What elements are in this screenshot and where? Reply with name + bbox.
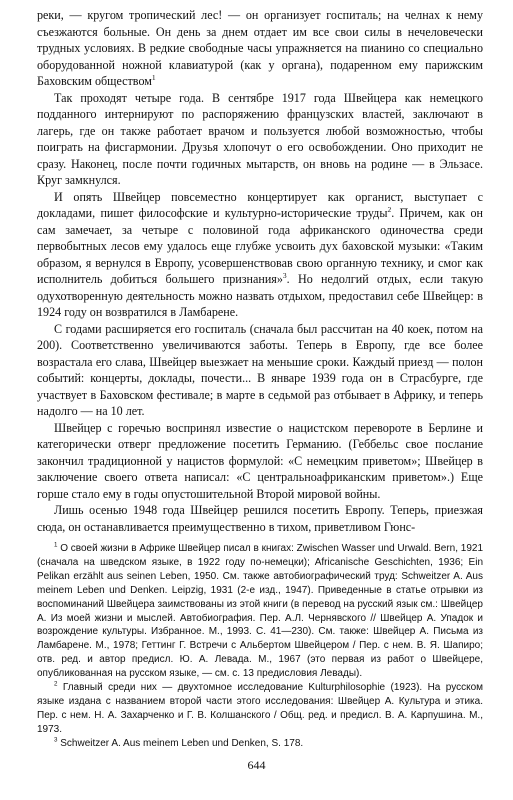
paragraph — [37, 7, 483, 90]
main-text — [37, 7, 483, 535]
footnote — [37, 542, 483, 681]
footnote-ref: 2 — [387, 204, 392, 214]
footnote-mark: 2 — [54, 680, 58, 688]
paragraph-text: Лишь осенью 1948 года Швейцер решился посетить Европу. Теперь, приезжая сюда, он останавливается преимущественно в тихом, приветливом Гюнс- — [37, 503, 483, 534]
paragraph — [37, 420, 483, 503]
paragraph-text: Так проходят четыре года. В сентябре 1917 года Швейцера как немецкого подданного интернируют по распоряжению французских властей, заключают в лагерь, где он также работает врачом и пользуется любой возможностью, чтобы поиграть на фисгармонии. Друзья хлопочут о его освобождении. Оно приходит не сразу. Наконец, после почти годичных мытарств, он вновь на родине — в Эльзасе. Круг замкнулся. — [37, 90, 483, 187]
page-number: 644 — [247, 758, 266, 772]
footnote-mark: 1 — [54, 541, 58, 549]
footnote-ref: 3 — [282, 270, 287, 280]
footnote-ref: 1 — [151, 72, 156, 82]
footnote-text: Schweitzer A. Aus meinem Leben und Denken, S. 178. — [60, 737, 304, 749]
paragraph-text: реки, — кругом тропический лес! — он организует госпиталь; на челнах к нему съезжаются больные. Он день за днем отдает им все свои силы в нечеловечески трудных условиях. В редкие свободные часы упражняется на пианино со специально оборудованной ножной клавиатурой (как у органа), подаренном ему парижским Баховским обществом — [37, 8, 483, 88]
footnote-text: О своей жизни в Африке Швейцер писал в книгах: Zwischen Wasser und Urwald. Bern, 1921 (сначала на шведском языке, в 1922 году по-немецки); Africanische Geschichten, 1936; Ein Pelikan erzählt aus seinen Leben, 1950. См. также автобиографический труд: Schweitzer A. Aus meinem Leben und Denken. Leipzig, 1931 (2-е изд., 1947). Приведенные в статье отрывки из воспоминаний Швейцера заимствованы из этой книги (в перевод на русский язык см.: Швейцер А. Из моей жизни и мыслей. Автобиография. Пер. А.Л. Чернявского // Швейцер А. Упадок и возрождение культуры. Избранное. М., 1993. С. 41—230). См. также: Швейцер А. Письма из Ламбарене. М., 1978; Геттинг Г. Встречи с Альбертом Швейцером / Пер. с нем. В. Я. Шапиро; отв. ред. и автор предисл. Ю. А. Левада. М., 1967 (это первая из работ о Швейцере, опубликованная на русском языке, — см. с. 13 предисловия Левады). — [37, 543, 484, 680]
paragraph — [37, 502, 483, 535]
paragraph — [37, 90, 483, 189]
footnote — [37, 737, 483, 751]
paragraph-text: . Но недолгий отдых, если такую одухотворенную деятельность можно назвать отдыхом, предоставил себе Швейцер: в 1924 году он возвратился в Ламбарене. — [37, 272, 483, 319]
paragraph-text: . Причем, как он сам замечает, за четыре с половиной года африканского одиночества среди первобытных лесов ему удалось еще глубже усвоить дух баховской музыки: «Таким образом, я вернулся в Европу, усовершенствовав свою органную технику, и смог как исполнитель добиться большего признания» — [37, 206, 483, 286]
paragraph-text: Швейцер с горечью воспринял известие о нацистском перевороте в Берлине и категорически отверг предложение посетить Германию. (Геббельс свое послание закончил традиционной у нацистов формулой: «С немецким приветом»; Швейцер в заключение своего ответа написал: «С центральноафриканским приветом».) Еще горше стало ему в годы опустошительной Второй мировой войны. — [37, 420, 483, 501]
paragraph-text: С годами расширяется его госпиталь (сначала был рассчитан на 40 коек, потом на 200). Соответственно увеличиваются заботы. Теперь в Европу, где все более возрастала его слава, Швейцер выезжает на меньшие сроки. Каждый приезд — полон событий: концерты, доклады, почести... В январе 1939 года он в Страсбурге, где участвует в Баховском фестивале; в марте в седьмой раз отбывает в Африку, и теперь надолго — на 10 лет. — [37, 321, 483, 418]
paragraph-text: И опять Швейцер повсеместно концертирует как органист, выступает с докладами, пишет философские и культурно-исторические труды — [37, 189, 483, 220]
paragraph — [37, 189, 483, 321]
footnotes — [37, 542, 483, 751]
footnote — [37, 681, 483, 737]
footnote-text: Главный среди них — двухтомное исследование Kulturphilosophie (1923). На русском языке издана с названием второй части этого исследования: Швейцер А. Культура и этика. Пер. с нем. Н. А. Захарченко и Г. В. Колшанского / Общ. ред. и предисл. В. А. Карпушина. М., 1973. — [37, 682, 483, 735]
footnote-mark: 3 — [54, 736, 58, 744]
paragraph — [37, 321, 483, 420]
